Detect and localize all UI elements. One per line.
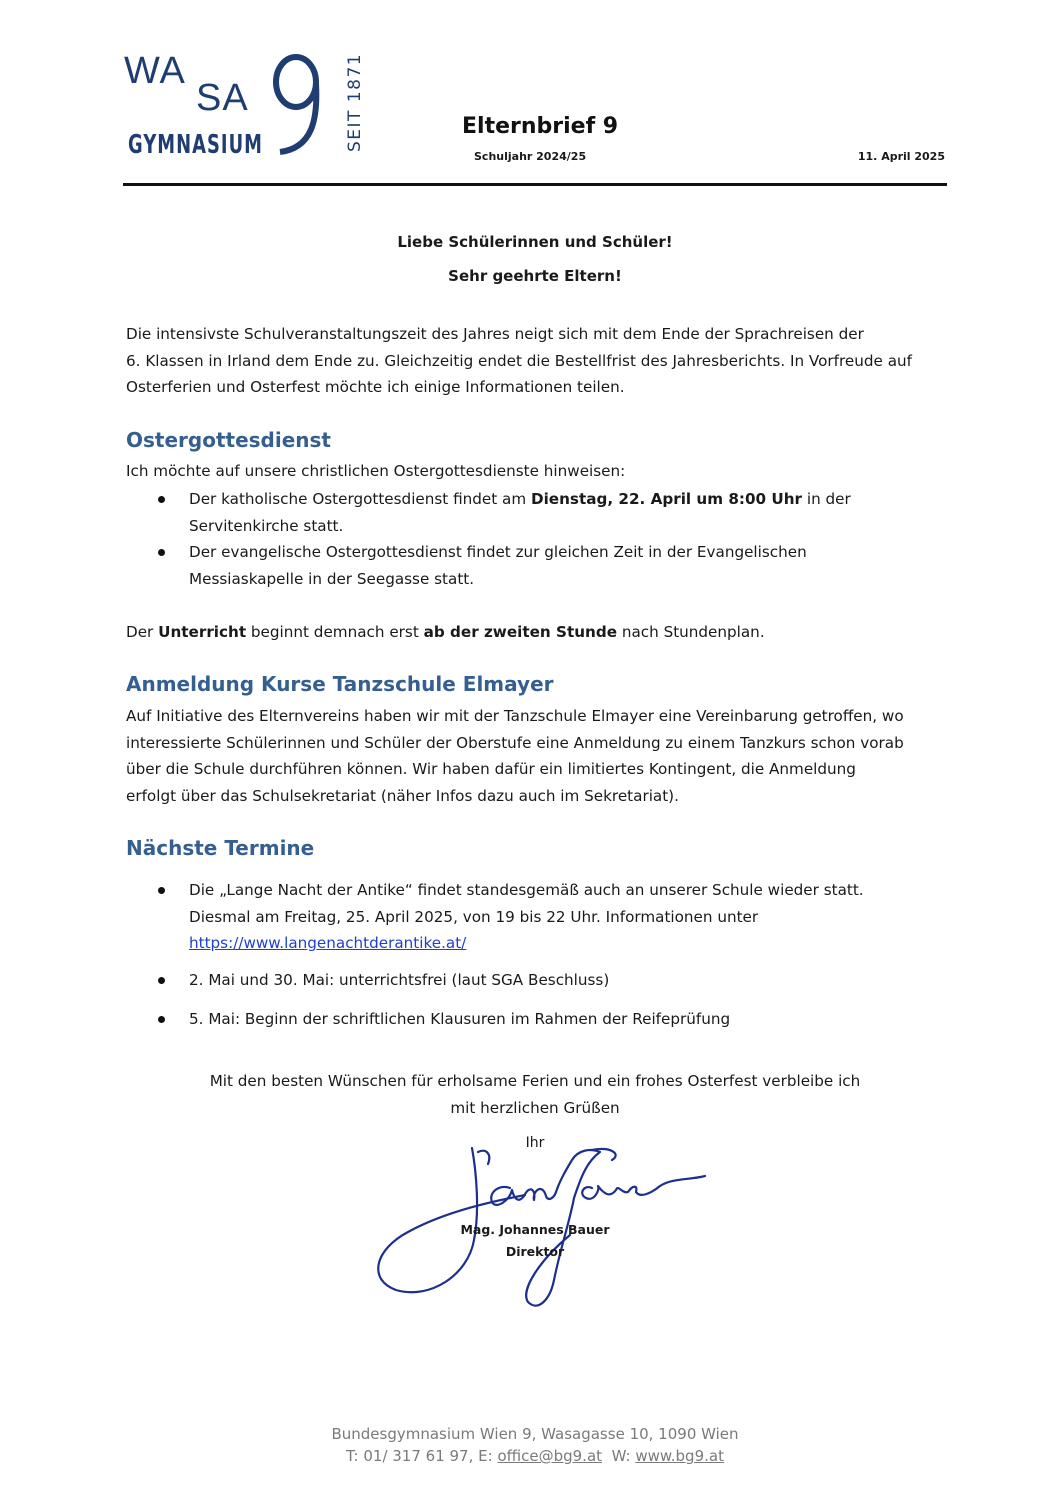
footer-contact: T: 01/ 317 61 97, E: office@bg9.at W: www.bg9.at <box>346 1447 724 1465</box>
svg-text:GYMNASIUM: GYMNASIUM <box>128 130 263 160</box>
bullet-icon <box>158 496 165 503</box>
wasa-gymnasium-logo-icon <box>120 50 370 165</box>
svg-text:SEIT 1871: SEIT 1871 <box>345 52 365 152</box>
list-item-text: Der katholische Ostergottesdienst findet am Dienstag, 22. April um 8:00 Uhr in der Servitenkirche statt. <box>189 490 851 535</box>
section2-paragraph: Auf Initiative des Elternvereins haben wir mit der Tanzschule Elmayer eine Vereinbarung getroffen, wo interessierte Schülerinnen und Schüler der Oberstufe eine Anmeldung zu einem Tanzkurs schon vorab über die Schule durchführen können. Wir haben dafür ein limitiertes Kontingent, die Anmeldung erfolgt über das Schulsekretariat (näher Infos dazu auch im Sekretariat). <box>126 707 904 805</box>
intro-line: Die intensivste Schulveranstaltungszeit des Jahres neigt sich mit dem Ende der Sprachreisen der <box>126 325 864 343</box>
service-time: Dienstag, 22. April um 8:00 Uhr <box>530 490 803 508</box>
svg-text:WA: WA <box>124 50 186 92</box>
heading-ostergottesdienst: Ostergottesdienst <box>126 428 331 452</box>
closing-ihr: Ihr <box>525 1135 545 1151</box>
bullet-icon <box>158 977 165 984</box>
bullet-icon <box>158 1016 165 1023</box>
intro-paragraph <box>126 321 956 401</box>
signer-role: Direktor <box>505 1244 565 1259</box>
salutation-students: Liebe Schülerinnen und Schüler! <box>397 233 673 251</box>
school-logo <box>120 50 370 165</box>
bullet-icon <box>158 549 165 556</box>
svg-text:SA: SA <box>196 77 249 119</box>
closing-regards: mit herzlichen Grüßen <box>450 1099 620 1117</box>
list-item <box>126 486 956 539</box>
list-item-text: 5. Mai: Beginn der schriftlichen Klausuren im Rahmen der Reifeprüfung <box>189 1010 731 1028</box>
list-item-text: Die „Lange Nacht der Antike“ findet standesgemäß auch an unserer Schule wieder statt. Diesmal am Freitag, 25. April 2025, von 19 bis 22 Uhr. Informationen unter https://www.langenachtderantike.at/ <box>189 881 864 952</box>
website-link[interactable]: www.bg9.at <box>635 1447 724 1465</box>
list-item-text: Der evangelische Ostergottesdienst findet zur gleichen Zeit in der Evangelischen Messiaskapelle in der Seegasse statt. <box>189 543 807 588</box>
intro-line: Osterferien und Osterfest möchte ich einige Informationen teilen. <box>126 378 625 396</box>
bullet-icon <box>158 887 165 894</box>
list-item <box>126 1006 956 1033</box>
school-year: Schuljahr 2024/25 <box>474 150 587 163</box>
letter-title: Elternbrief 9 <box>462 114 619 139</box>
email-link[interactable]: office@bg9.at <box>497 1447 603 1465</box>
heading-naechste-termine: Nächste Termine <box>126 836 315 860</box>
signer-name: Mag. Johannes Bauer <box>460 1222 610 1237</box>
intro-line: 6. Klassen in Irland dem Ende zu. Gleichzeitig endet die Bestellfrist des Jahresberichts. In Vorfreude auf <box>126 351 912 370</box>
header-divider <box>123 183 947 186</box>
list-item-text: 2. Mai und 30. Mai: unterrichtsfrei (laut SGA Beschluss) <box>189 971 610 989</box>
section1-note: Der Unterricht beginnt demnach erst ab der zweiten Stunde nach Stundenplan. <box>126 623 765 641</box>
antike-link[interactable]: https://www.langenachtderantike.at/ <box>189 934 467 952</box>
footer-address: Bundesgymnasium Wien 9, Wasagasse 10, 1090 Wien <box>331 1425 739 1443</box>
list-item <box>126 877 956 957</box>
closing-line: Mit den besten Wünschen für erholsame Ferien und ein frohes Osterfest verbleibe ich <box>209 1072 861 1090</box>
list-item <box>126 967 956 994</box>
list-item <box>126 539 956 592</box>
salutation-parents: Sehr geehrte Eltern! <box>448 267 622 285</box>
letter-date: 11. April 2025 <box>857 150 945 163</box>
heading-tanzschule: Anmeldung Kurse Tanzschule Elmayer <box>126 672 554 696</box>
section1-lead: Ich möchte auf unsere christlichen Ostergottesdienste hinweisen: <box>126 462 626 480</box>
